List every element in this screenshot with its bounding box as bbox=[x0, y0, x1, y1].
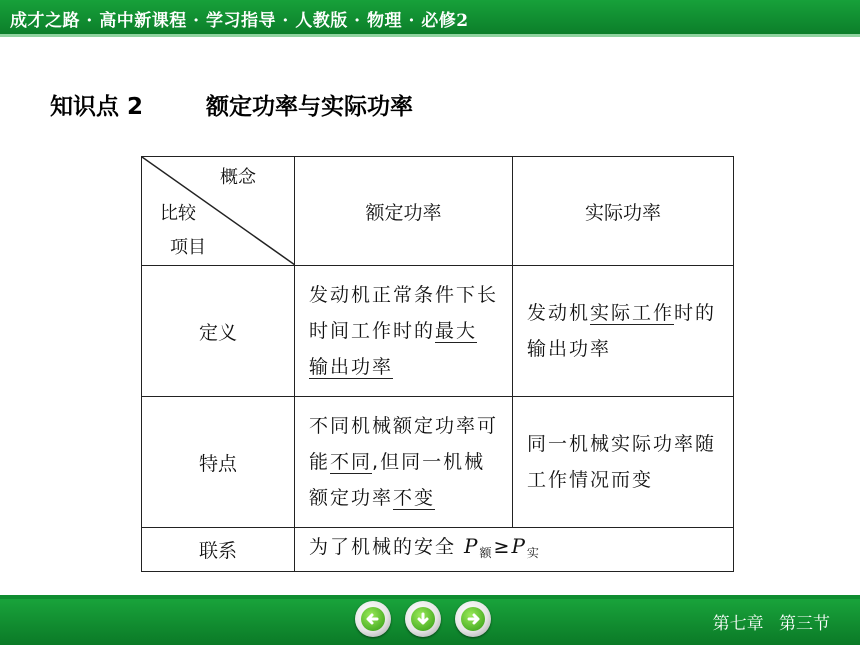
header-bar bbox=[0, 0, 860, 34]
relation-text: 为了机械的安全 bbox=[309, 536, 465, 558]
definition-rated-cell bbox=[295, 266, 513, 397]
row-label-definition: 定义 bbox=[142, 266, 295, 397]
feature-actual-text: 同一机械实际功率随工作情况而变 bbox=[527, 433, 717, 491]
table-header-row bbox=[142, 157, 734, 266]
right-arrow-icon bbox=[461, 607, 485, 631]
row-label-feature: 特点 bbox=[142, 397, 295, 528]
definition-actual-text1: 发动机 bbox=[527, 302, 591, 324]
feature-rated-text2: ,但同一机械额定功率 bbox=[309, 451, 486, 509]
corner-item: 项目 bbox=[170, 237, 206, 258]
header-title: 成才之路 · 高中新课程 · 学习指导 · 人教版 · 物理 · 必修2 bbox=[10, 11, 469, 31]
prev-button[interactable] bbox=[355, 601, 391, 637]
relation-cell bbox=[295, 528, 734, 572]
home-button[interactable] bbox=[405, 601, 441, 637]
definition-actual-underlined: 实际工作 bbox=[590, 302, 675, 324]
table-row-relation bbox=[142, 528, 734, 572]
definition-actual-cell bbox=[513, 266, 734, 397]
header-actual-power: 实际功率 bbox=[513, 157, 734, 266]
feature-actual-cell bbox=[513, 397, 734, 528]
corner-compare: 比较 bbox=[160, 203, 196, 224]
corner-cell bbox=[142, 157, 295, 266]
definition-actual-text2: 时的输出功率 bbox=[527, 302, 717, 360]
down-arrow-icon bbox=[411, 607, 435, 631]
feature-rated-underlined1: 不同 bbox=[330, 451, 373, 473]
row-label-relation: 联系 bbox=[142, 528, 295, 572]
corner-concept: 概念 bbox=[220, 167, 256, 188]
relation-p-actual: P bbox=[511, 534, 527, 558]
feature-rated-underlined2: 不变 bbox=[393, 487, 436, 509]
relation-p-rated: P bbox=[464, 534, 480, 558]
feature-rated-cell bbox=[295, 397, 513, 528]
left-arrow-icon bbox=[361, 607, 385, 631]
relation-operator: ≥ bbox=[493, 536, 512, 558]
comparison-table bbox=[141, 156, 734, 572]
definition-rated-underlined: 最大输出功率 bbox=[309, 320, 478, 378]
definition-rated-text: 发动机正常条件下长时间工作时的 bbox=[309, 284, 499, 342]
section-title: 额定功率与实际功率 bbox=[206, 94, 413, 120]
header-rated-power: 额定功率 bbox=[295, 157, 513, 266]
relation-sub-rated: 额 bbox=[479, 546, 494, 560]
next-button[interactable] bbox=[455, 601, 491, 637]
section-label: 知识点 2 bbox=[50, 94, 144, 120]
header-divider bbox=[0, 34, 860, 37]
feature-rated-text1: 不同机械额定功率可能 bbox=[309, 415, 499, 473]
chapter-label: 第七章 第三节 bbox=[712, 614, 830, 634]
relation-sub-actual: 实 bbox=[526, 546, 541, 560]
table-row-definition bbox=[142, 266, 734, 397]
table-row-feature bbox=[142, 397, 734, 528]
